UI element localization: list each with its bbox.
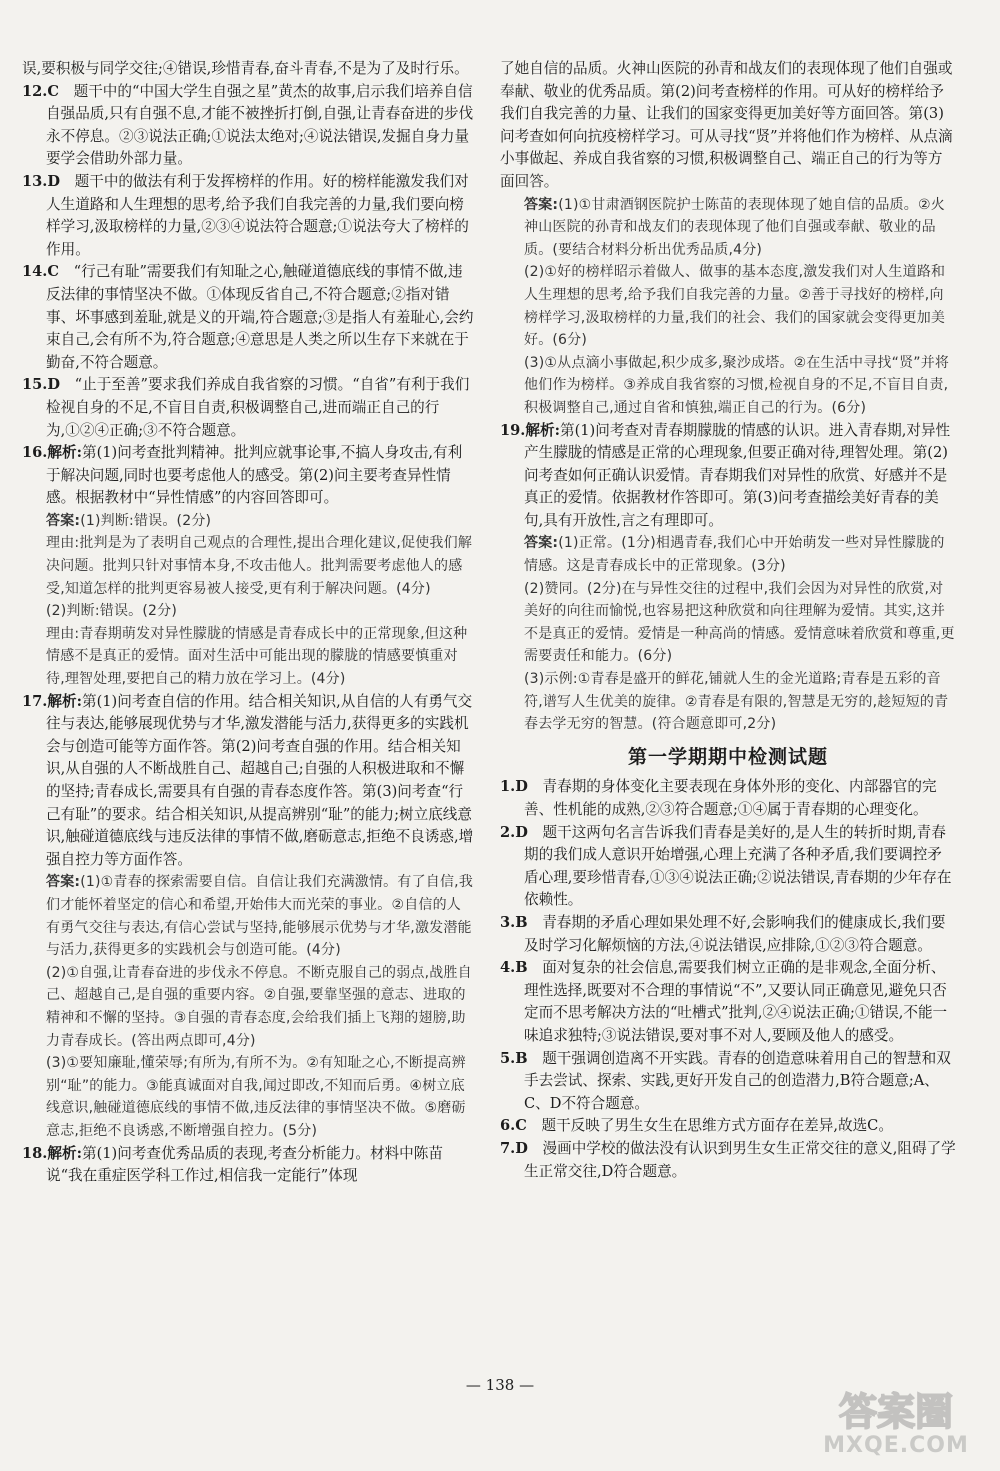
answer-text: (1)①甘肃酒钢医院护士陈苗的表现体现了她自信的品质。②火神山医院的孙青和战友们的表现体现了他们自强或奉献、敬业的品质。(要结合材料分析出优秀品质,4分) — [524, 196, 945, 258]
question-item — [500, 1138, 956, 1183]
question-text: 第(1)问考查优秀品质的表现,考查分析能力。材料中陈苗说“我在重症医学科工作过,相信我一定能行”体现 — [46, 1144, 443, 1185]
watermark-logo — [806, 1385, 986, 1435]
analysis-label: 解析: — [47, 692, 82, 710]
question-number: 18. — [22, 1144, 48, 1162]
answer-choice: D — [515, 1139, 528, 1157]
answer-label: 答案: — [524, 535, 559, 552]
answer-paragraph: (2)赞同。(2分)在与异性交往的过程中,我们会因为对异性的欣赏,对美好的向往而愉悦,也容易把这种欣赏和向往理解为爱情。其实,这并不是真正的爱情。爱情是一种高尚的情感。爱情意味着欣赏和尊重,更需要责任和能力。(6分) — [524, 580, 955, 665]
analysis-label: 解析: — [525, 421, 560, 439]
answer-choice: B — [515, 1049, 528, 1067]
watermark — [806, 1385, 986, 1461]
answer-paragraph: 理由:青春期萌发对异性朦胧的情感是青春成长中的正常现象,但这种情感不是真正的爱情。面对生活中可能出现的朦胧的情感要慎重对待,理智处理,要把自己的精力放在学习上。(4分) — [46, 625, 468, 688]
question-number: 15. — [22, 376, 48, 394]
question-number: 1. — [500, 778, 516, 796]
answer-choice: D — [515, 778, 528, 796]
question-number: 2. — [500, 823, 516, 841]
question-text: 第(1)问考查自信的作用。结合相关知识,从自信的人有勇气交往与表达,能够展现优势与才华,激发潜能与活力,获得更多的实践机会与创造可能等方面作答。第(2)问考查自强的作用。结合相关知识,从自强的人不断战胜自己、超越自己;自强的人积极进取和不懈的坚持;青春成长,需要具有自强的青春态度作答。第(3)问考查“行己有耻”的要求。结合相关知识,从提高辨别“耻”的能力;树立底线意识,触碰道德底线与违反法律的事情不做,磨砺意志,拒绝不良诱惑,增强自控力等方面作答。 — [46, 692, 474, 868]
answer-choice: C — [47, 263, 60, 281]
question-item — [500, 1115, 956, 1138]
section-title: 第一学期期中检测试题 — [627, 745, 828, 768]
question-text: 面对复杂的社会信息,需要我们树立正确的是非观念,全面分析、理性选择,既要对不合理的事情说“不”,又要认同正确意见,避免只否定而不思考解决方法的“吐槽式”批判,②④说法正确;①错误,不能一味追求独特;③说法错误,要对事不对人,要顾及他人的感受。 — [524, 959, 948, 1044]
left-column — [22, 58, 474, 1188]
answer-paragraph: (3)示例:①青春是盛开的鲜花,铺就人生的金光道路;青春是五彩的音符,谱写人生优美的旋律。②青春是有限的,智慧是无穷的,趁短短的青春去学无穷的智慧。(符合题意即可,2分) — [524, 671, 949, 733]
answer-text: (1)①青春的探索需要自信。自信让我们充满激情。有了自信,我们才能怀着坚定的信心和希望,开始伟大而光荣的事业。②自信的人有勇气交往与表达,有信心尝试与坚持,能够展示优势与才华,激发潜能与活力,获得更多的实践机会与创造可能。(4分) — [46, 874, 474, 959]
question-item — [22, 81, 474, 171]
question-text: 青春期的身体变化主要表现在身体外形的变化、内部器官的完善、性机能的成熟,②③符合题意;①④属于青春期的心理变化。 — [524, 778, 937, 818]
question-number: 7. — [500, 1139, 516, 1157]
question-text: 第(1)问考查对青春期朦胧的情感的认识。进入青春期,对异性产生朦胧的情感是正常的心理现象,但要正确对待,理智处理。第(2)问考查如何正确认识爱情。青春期我们对异性的欣赏、好感并不是真正的爱情。依据教材作答即可。第(3)问考查描绘美好青春的美句,具有开放性,言之有理即可。 — [524, 421, 951, 529]
answer-block — [22, 871, 474, 961]
continued-text: 误,要积极与同学交往;④错误,珍惜青春,奋斗青春,不是为了及时行乐。 — [22, 60, 469, 77]
question-item — [500, 776, 956, 821]
question-number: 12. — [22, 82, 48, 100]
answer-choice: D — [515, 823, 528, 841]
question-text: “行己有耻”需要我们有知耻之心,触碰道德底线的事情不做,违反法律的事情坚决不做。①体现反省自己,不符合题意;②指对错事、坏事感到羞耻,就是义的开端,符合题意;③是指人有羞耻心,会约束自己,会有所不为,符合题意;④意思是人类之所以生存下来就在于勤奋,不符合题意。 — [46, 263, 474, 371]
question-item — [500, 1048, 956, 1116]
answer-paragraph: (3)①要知廉耻,懂荣辱;有所为,有所不为。②有知耻之心,不断提高辨别“耻”的能力。③能真诚面对自我,闻过即改,不知而后勇。④树立底线意识,触碰道德底线的事情不做,违反法律的事情坚决不做。⑤磨砺意志,拒绝不良诱惑,不断增强自控力。(5分) — [46, 1055, 466, 1139]
answer-paragraph: 理由:批判是为了表明自己观点的合理性,提出合理化建议,促使我们解决问题。批判只针对事情本身,不攻击他人。批判需要考虑他人的感受,知道怎样的批判更容易被人接受,更有利于解决问题。(4分) — [46, 535, 473, 597]
question-number: 14. — [22, 263, 48, 281]
analysis-label: 解析: — [47, 444, 82, 462]
question-number: 3. — [500, 913, 516, 931]
question-item — [500, 420, 956, 533]
answer-block — [500, 194, 956, 262]
answer-paragraph: (3)①从点滴小事做起,积少成多,聚沙成塔。②在生活中寻找“贤”并将他们作为榜样。③养成自我省察的习惯,检视自身的不足,不盲目自责,积极调整自己,通过自省和慎独,端正自己的行为。(6分) — [524, 354, 950, 416]
question-item — [22, 171, 474, 261]
continued-text: 了她自信的品质。火神山医院的孙青和战友们的表现体现了他们自强或奉献、敬业的优秀品质。第(2)问考查榜样的作用。可从好的榜样给予我们自我完善的力量、让我们的国家变得更加美好等方面回答。第(3)问考查如何向抗疫榜样学习。可从寻找“贤”并将他们作为榜样、从点滴小事做起、养成自我省察的习惯,积极调整自己、端正自己的行为等方面回答。 — [500, 60, 953, 190]
answer-choice: D — [47, 172, 61, 190]
page-number: — 138 — — [465, 1376, 535, 1394]
question-text: 题干中的做法有利于发挥榜样的作用。好的榜样能激发我们对人生道路和人生理想的思考,给予我们自我完善的力量,我们要向榜样学习,汲取榜样的力量,②③④说法符合题意;①说法夸大了榜样的作用。 — [46, 172, 469, 258]
watermark-logo-text: 答案圈 — [838, 1390, 954, 1434]
question-text: 青春期的矛盾心理如果处理不好,会影响我们的健康成长,我们要及时学习化解烦恼的方法,④说法错误,应排除,①②③符合题意。 — [524, 913, 946, 954]
question-item — [500, 957, 956, 1047]
answer-text: (1)判断:错误。(2分) — [80, 512, 212, 529]
question-item — [500, 822, 956, 912]
question-text: 题干这两句名言告诉我们青春是美好的,是人生的转折时期,青春期的我们成人意识开始增强,心理上充满了各种矛盾,我们要调控矛盾心理,要珍惜青春,①③④说法正确;②说法错误,青春期的少年存在依赖性。 — [524, 823, 952, 909]
question-text: 题干反映了男生女生在思维方式方面存在差异,故选C。 — [541, 1117, 893, 1135]
question-item — [22, 374, 474, 442]
question-item — [22, 442, 474, 510]
answer-choice: D — [47, 376, 61, 394]
question-number: 17. — [22, 692, 48, 710]
watermark-site: MXQE.COM — [823, 1433, 969, 1458]
answer-label: 答案: — [46, 512, 81, 529]
question-number: 6. — [500, 1117, 516, 1135]
question-number: 4. — [500, 959, 516, 977]
question-number: 16. — [22, 444, 48, 462]
answer-text: (1)正常。(1分)相遇青春,我们心中开始萌发一些对异性朦胧的情感。这是青春成长中的正常现象。(3分) — [524, 535, 945, 575]
question-number: 19. — [500, 421, 526, 439]
answer-choice: B — [515, 913, 528, 931]
answer-label: 答案: — [46, 874, 81, 891]
question-text: 漫画中学校的做法没有认识到男生女生正常交往的意义,阻碍了学生正常交往,D符合题意。 — [524, 1139, 956, 1180]
answer-paragraph: (2)①好的榜样昭示着做人、做事的基本态度,激发我们对人生道路和人生理想的思考,给予我们自我完善的力量。②善于寻找好的榜样,向榜样学习,汲取榜样的力量,我们的社会、我们的国家就会变得更加美好。(6分) — [524, 264, 946, 349]
question-text: “止于至善”要求我们养成自我省察的习惯。“自省”有利于我们检视自身的不足,不盲目自责,积极调整自己,进而端正自己的行为,①②④正确;③不符合题意。 — [46, 376, 470, 439]
question-item — [22, 261, 474, 374]
answer-choice: C — [47, 82, 60, 100]
answer-block — [500, 532, 956, 577]
question-number: 13. — [22, 172, 48, 190]
question-item — [500, 912, 956, 957]
question-number: 5. — [500, 1049, 516, 1067]
answer-choice: B — [515, 959, 528, 977]
answer-paragraph: (2)①自强,让青春奋进的步伐永不停息。不断克服自己的弱点,战胜自己、超越自己,是自强的重要内容。②自强,要靠坚强的意志、进取的精神和不懈的坚持。③自强的青春态度,会给我们插上飞翔的翅膀,助力青春成长。(答出两点即可,4分) — [46, 964, 472, 1049]
right-column — [500, 58, 956, 1183]
answer-choice: C — [515, 1117, 527, 1135]
answer-paragraph: (2)判断:错误。(2分) — [46, 603, 177, 620]
question-item — [22, 691, 474, 872]
question-item — [22, 1143, 474, 1188]
question-text: 题干中的“中国大学生自强之星”黄杰的故事,启示我们培养自信自强品质,只有自强不息,才能不被挫折打倒,自强,让青春奋进的步伐永不停息。②③说法正确;①说法太绝对;④说法错误,发掘自身力量要学会借助外部力量。 — [46, 82, 474, 168]
question-text: 题干强调创造离不开实践。青春的创造意味着用自己的智慧和双手去尝试、探索、实践,更好开发自己的创造潜力,B符合题意;A、C、D不符合题意。 — [524, 1049, 951, 1112]
answer-label: 答案: — [524, 196, 559, 213]
analysis-label: 解析: — [47, 1144, 82, 1162]
question-text: 第(1)问考查批判精神。批判应就事论事,不搞人身攻击,有利于解决问题,同时也要考虑他人的感受。第(2)问主要考查异性情感。根据教材中“异性情感”的内容回答即可。 — [46, 444, 463, 507]
answer-block — [22, 510, 474, 533]
